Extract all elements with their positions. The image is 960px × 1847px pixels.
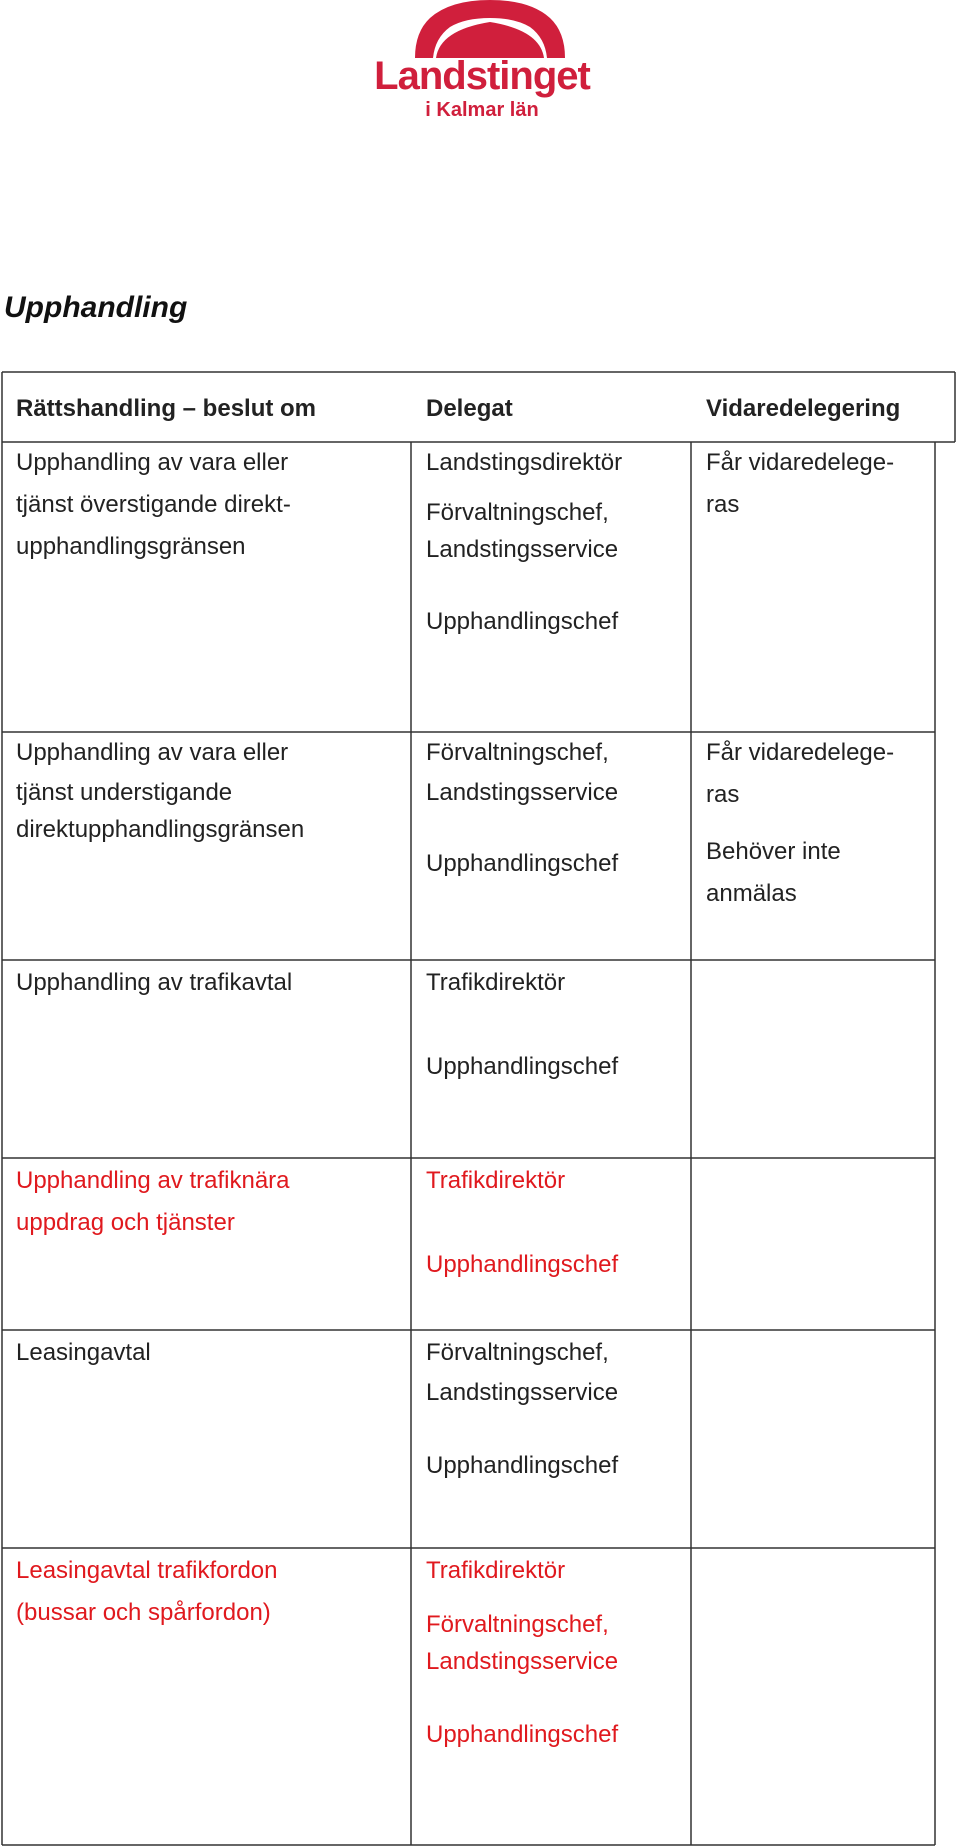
logo-arch-icon — [360, 0, 600, 60]
row-1-delegate-line: Landstingsservice — [426, 536, 619, 563]
row-2-delegate-line: Förvaltningschef, — [426, 739, 609, 766]
row-2-further-line: Behöver inte — [706, 838, 841, 865]
row-3-delegate-line: Trafikdirektör — [426, 969, 566, 996]
row-1-decision-line: upphandlingsgränsen — [16, 533, 246, 560]
row-4-delegate-line: Trafikdirektör — [426, 1167, 566, 1194]
table-row-2-decision — [16, 732, 304, 848]
table-row-5-delegate — [426, 1332, 618, 1484]
row-4-decision-line: Upphandling av trafiknära — [16, 1167, 290, 1194]
table-row-3-decision — [16, 962, 292, 1004]
row-1-delegate-line: Landstingsdirektör — [426, 449, 623, 476]
row-2-decision-line: tjänst understigande — [16, 779, 233, 806]
row-3-decision-line: Upphandling av trafikavtal — [16, 969, 293, 996]
header-vidaredelegering: Vidaredelegering — [706, 395, 901, 422]
row-5-delegate-line: Förvaltningschef, — [426, 1339, 609, 1366]
row-1-delegate-line: Upphandlingschef — [426, 608, 619, 635]
row-4-decision-line: uppdrag och tjänster — [16, 1209, 235, 1236]
row-1-further-line: ras — [706, 491, 740, 518]
row-1-decision-line: tjänst överstigande direkt- — [16, 491, 291, 518]
row-1-further-line: Får vidaredelege- — [706, 449, 895, 476]
table-row-2-further-delegation — [706, 732, 894, 915]
row-3-delegate-line: Upphandlingschef — [426, 1053, 619, 1080]
table-row-1-further-delegation — [706, 442, 894, 526]
table-row-5-decision — [16, 1332, 151, 1374]
row-2-delegate-line: Upphandlingschef — [426, 850, 619, 877]
table-row-6-delegate — [426, 1550, 618, 1753]
row-6-delegate-line: Upphandlingschef — [426, 1721, 619, 1748]
delegation-table — [0, 370, 960, 1847]
row-6-delegate-line: Trafikdirektör — [426, 1557, 566, 1584]
table-row-4-decision — [16, 1160, 290, 1244]
table-row-6-decision — [16, 1550, 278, 1634]
row-6-delegate-line: Förvaltningschef, — [426, 1611, 609, 1638]
row-4-delegate-line: Upphandlingschef — [426, 1251, 619, 1278]
row-6-decision-line: (bussar och spårfordon) — [16, 1599, 271, 1626]
row-6-delegate-line: Landstingsservice — [426, 1648, 619, 1675]
row-2-decision-line: Upphandling av vara eller — [16, 739, 289, 766]
row-1-delegate-line: Förvaltningschef, — [426, 499, 609, 526]
header-rattshandling: Rättshandling – beslut om — [16, 395, 317, 422]
header-delegat: Delegat — [426, 395, 513, 422]
row-5-delegate-line: Upphandlingschef — [426, 1452, 619, 1479]
row-2-decision-line: direktupphandlingsgränsen — [16, 816, 305, 843]
row-2-further-line: anmälas — [706, 880, 797, 907]
row-5-decision-line: Leasingavtal — [16, 1339, 151, 1366]
row-2-delegate-line: Landstingsservice — [426, 779, 619, 806]
logo-subtitle: i Kalmar län — [425, 99, 539, 121]
row-1-decision-line: Upphandling av vara eller — [16, 449, 289, 476]
row-2-further-line: Får vidaredelege- — [706, 739, 895, 766]
table-row-1-delegate — [426, 442, 622, 640]
row-5-delegate-line: Landstingsservice — [426, 1379, 619, 1406]
logo-wordmark: Landstinget — [374, 54, 590, 98]
organization-logo — [360, 0, 600, 130]
row-2-further-line: ras — [706, 781, 740, 808]
table-row-2-delegate — [426, 732, 618, 882]
row-6-decision-line: Leasingavtal trafikfordon — [16, 1557, 278, 1584]
table-row-4-delegate — [426, 1160, 618, 1286]
page-title: Upphandling — [4, 291, 188, 324]
table-row-1-decision — [16, 442, 291, 568]
table-row-3-delegate — [426, 962, 618, 1088]
